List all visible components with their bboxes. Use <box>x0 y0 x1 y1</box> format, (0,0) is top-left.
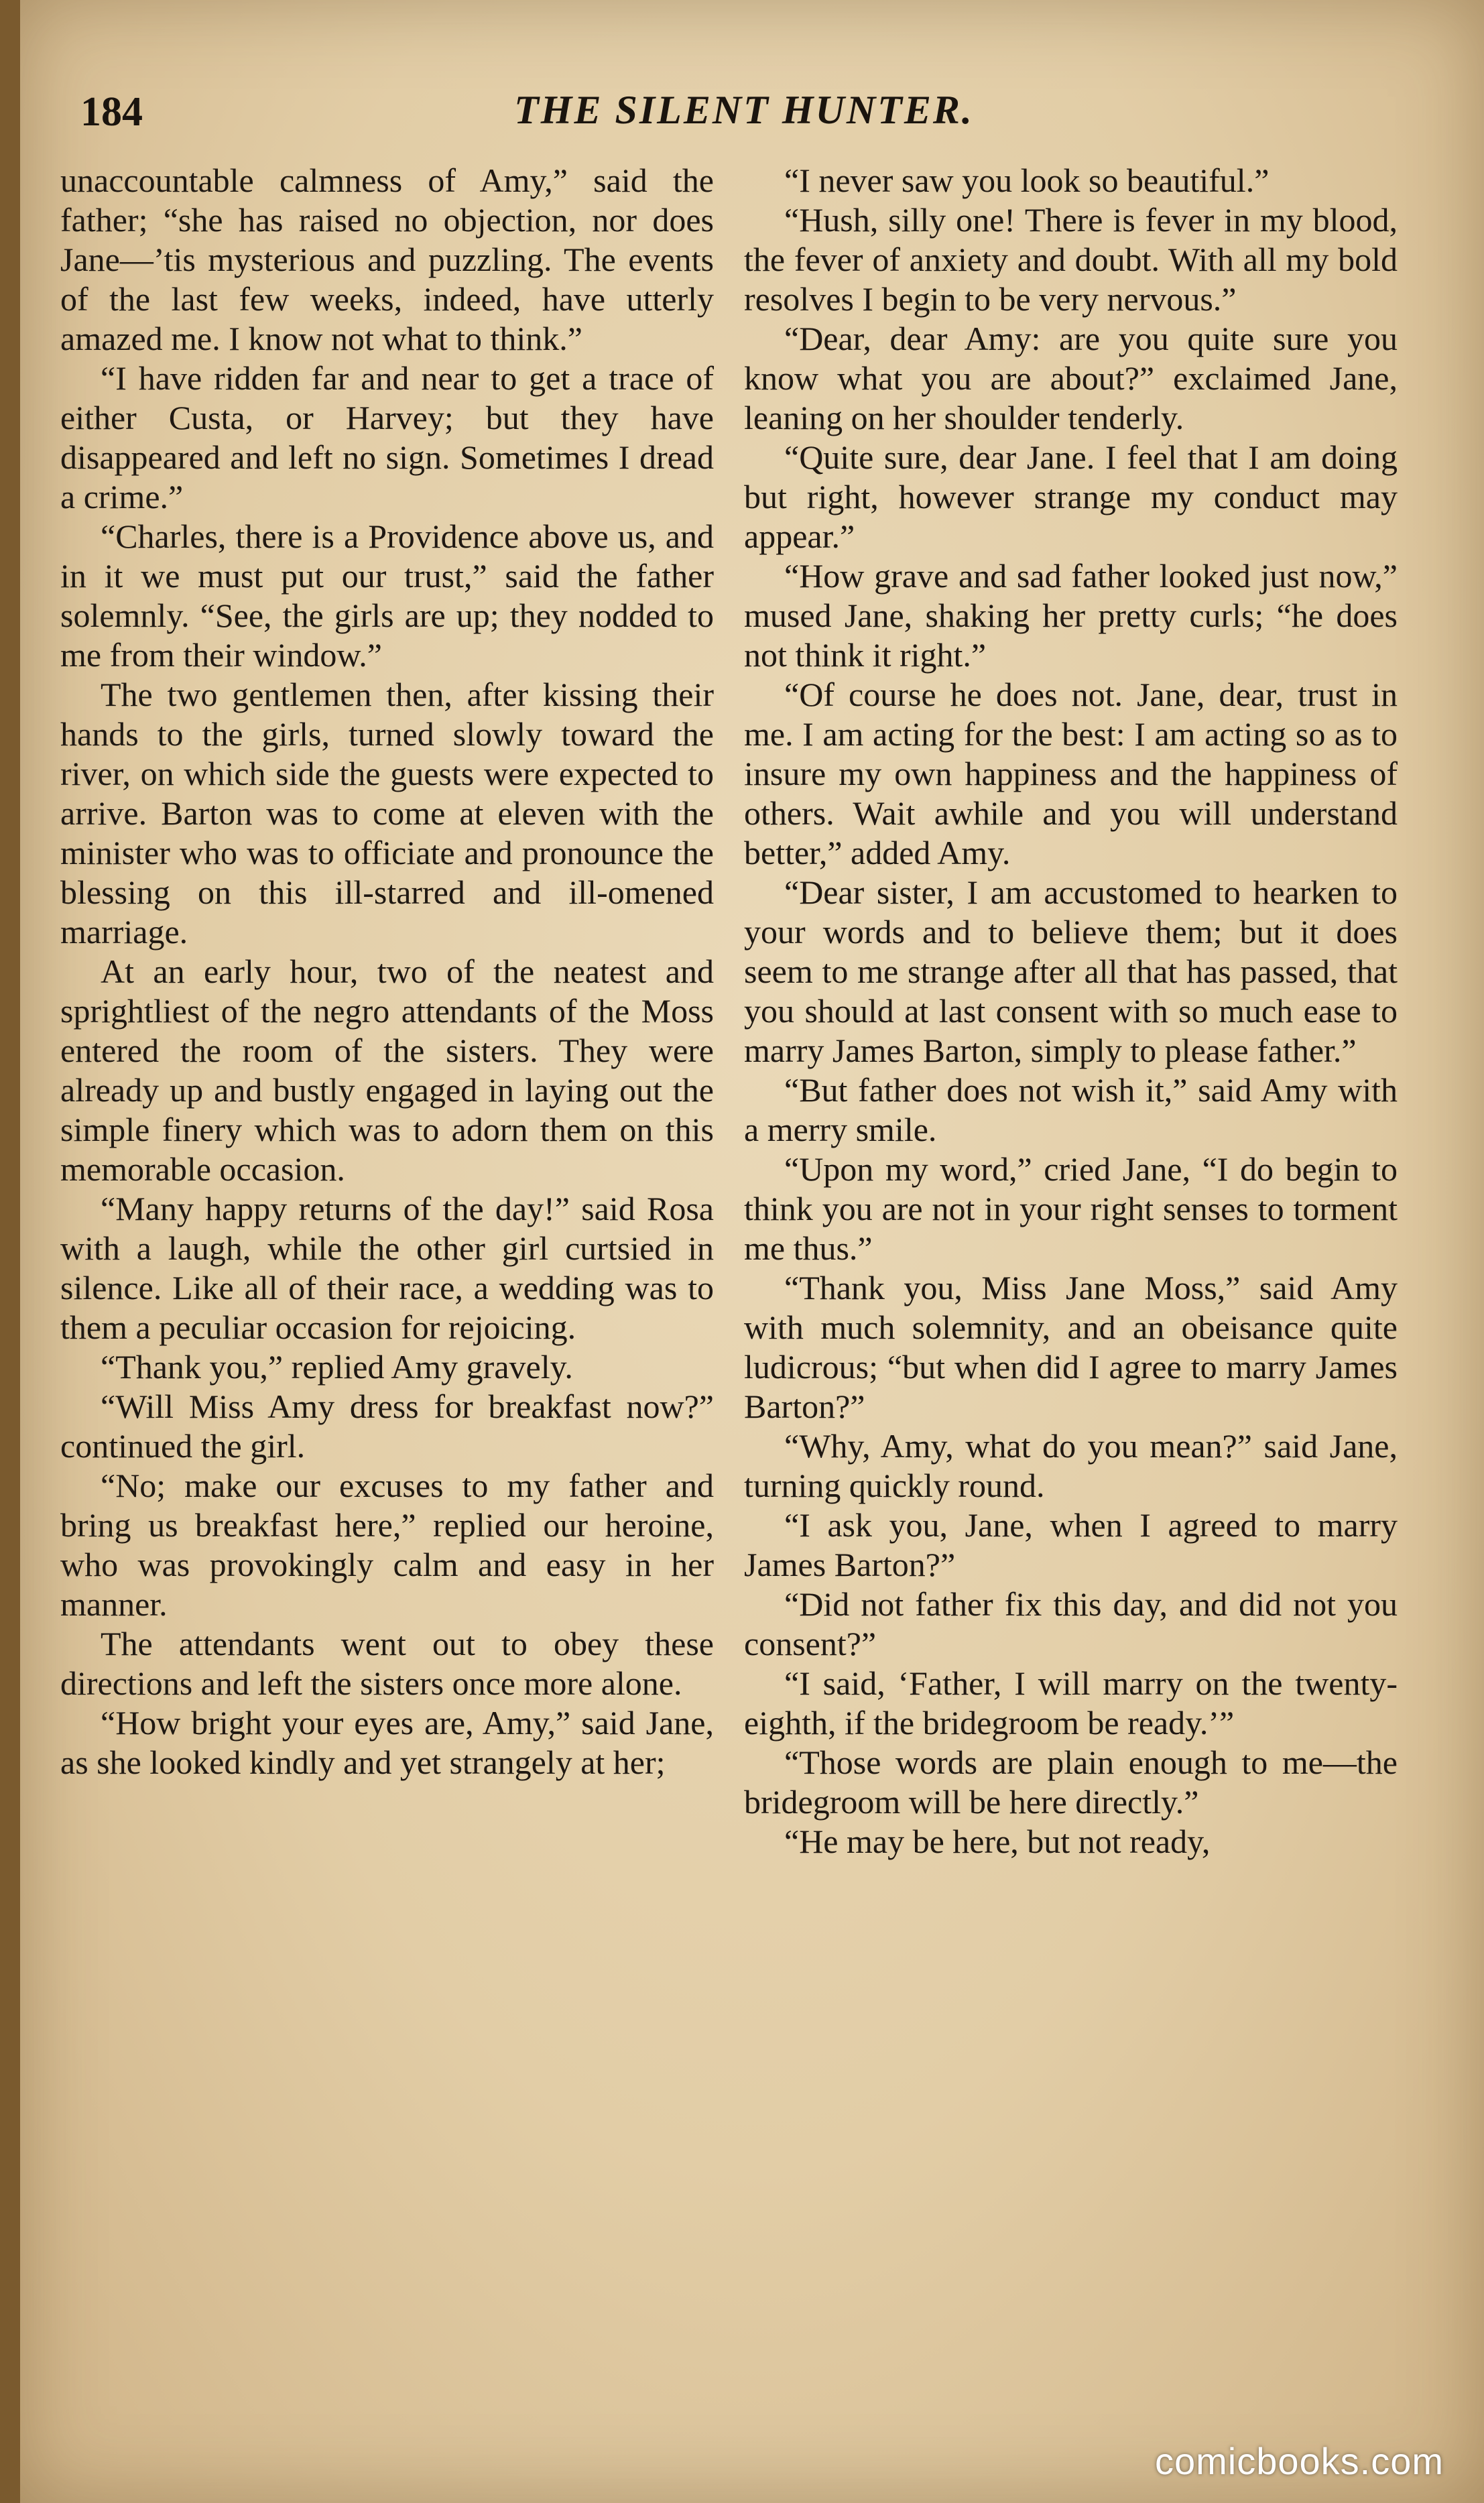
paragraph: “He may be here, but not ready, <box>784 1823 1211 1860</box>
paragraph: “I ask you, Jane, when I agreed to marry James Barton?” <box>744 1506 1398 1583</box>
paragraph: At an early hour, two of the neatest and sprightliest of the negro attendants of the Moss entered the room of the sisters. They were already up and bustly engaged in laying out the simple finery which was to adorn them on this memorable occasion. <box>60 953 714 1188</box>
paragraph: “Hush, silly one! There is fever in my blood, the fever of anxiety and doubt. With all my bold resolves I begin to be very nervous.” <box>744 201 1398 318</box>
paragraph: “Charles, there is a Providence above us, and in it we must put our trust,” said the father solemnly. “See, the girls are up; they nodded to me from their window.” <box>60 517 714 674</box>
paragraph: “Dear sister, I am accustomed to hearken to your words and to believe them; but it does seem to me strange after all that has passed, that you should at last consent with so much ease to marry James Barton, simply to please father.” <box>744 873 1398 1069</box>
paragraph: “But father does not wish it,” said Amy with a merry smile. <box>744 1071 1398 1148</box>
paragraph: “Upon my word,” cried Jane, “I do begin to think you are not in your right senses to torment me thus.” <box>744 1150 1398 1267</box>
paragraph: “Why, Amy, what do you mean?” said Jane, turning quickly round. <box>744 1427 1398 1504</box>
paragraph: “No; make our excuses to my father and bring us breakfast here,” replied our heroine, who was provokingly calm and easy in her manner. <box>60 1467 714 1623</box>
paragraph: “Quite sure, dear Jane. I feel that I am doing but right, however strange my conduct may appear.” <box>744 438 1398 555</box>
paragraph: “Will Miss Amy dress for breakfast now?” continued the girl. <box>60 1388 714 1465</box>
paragraph: “I never saw you look so beautiful.” <box>784 162 1270 199</box>
paragraph: “Of course he does not. Jane, dear, trust in me. I am acting for the best: I am acting so as to insure my own happiness and the happiness of others. Wait awhile and you will understand better,” added Amy. <box>744 676 1398 871</box>
paragraph: “Did not father fix this day, and did not you consent?” <box>744 1585 1398 1662</box>
paragraph: “Dear, dear Amy: are you quite sure you know what you are about?” exclaimed Jane, leaning on her shoulder tenderly. <box>744 320 1398 436</box>
paragraph: “I said, ‘Father, I will marry on the twenty-eighth, if the bridegroom be ready.’” <box>744 1664 1398 1742</box>
paragraph: “Many happy returns of the day!” said Rosa with a laugh, while the other girl curtsied in silence. Like all of their race, a wedding was to them a peculiar occasion for rejoicing. <box>60 1190 714 1346</box>
paragraph: “I have ridden far and near to get a trace of either Custa, or Harvey; but they have disappeared and left no sign. Sometimes I dread a crime.” <box>60 359 714 515</box>
paragraph: The two gentlemen then, after kissing their hands to the girls, turned slowly toward the river, on which side the guests were expected to arrive. Barton was to come at eleven with the minister who was to officiate and pronounce the blessing on this ill-starred and ill-omened marriage. <box>60 676 714 951</box>
book-page <box>20 0 1484 2503</box>
paragraph: unaccountable calmness of Amy,” said the father; “she has raised no objection, nor does Jane—’tis mysterious and puzzling. The events of the last few weeks, indeed, have utterly amazed me. I know not what to think.” <box>60 162 714 357</box>
paragraph: The attendants went out to obey these directions and left the sisters once more alone. <box>60 1625 714 1702</box>
paragraph: “Those words are plain enough to me—the bridegroom will be here directly.” <box>744 1744 1398 1821</box>
watermark: comicbooks.com <box>1154 2440 1444 2482</box>
paragraph: “Thank you,” replied Amy gravely. <box>101 1348 573 1386</box>
left-column <box>60 161 714 1782</box>
right-column <box>744 161 1398 1861</box>
paragraph: “How bright your eyes are, Amy,” said Jane, as she looked kindly and yet strangely at her; <box>60 1704 714 1781</box>
running-title: THE SILENT HUNTER. <box>514 88 974 132</box>
page-number: 184 <box>80 89 143 135</box>
paragraph: “How grave and sad father looked just now,” mused Jane, shaking her pretty curls; “he does not think it right.” <box>744 557 1398 674</box>
page-header <box>60 80 1428 141</box>
paragraph: “Thank you, Miss Jane Moss,” said Amy with much solemnity, and an obeisance quite ludicrous; “but when did I agree to marry James Barton?” <box>744 1269 1398 1425</box>
